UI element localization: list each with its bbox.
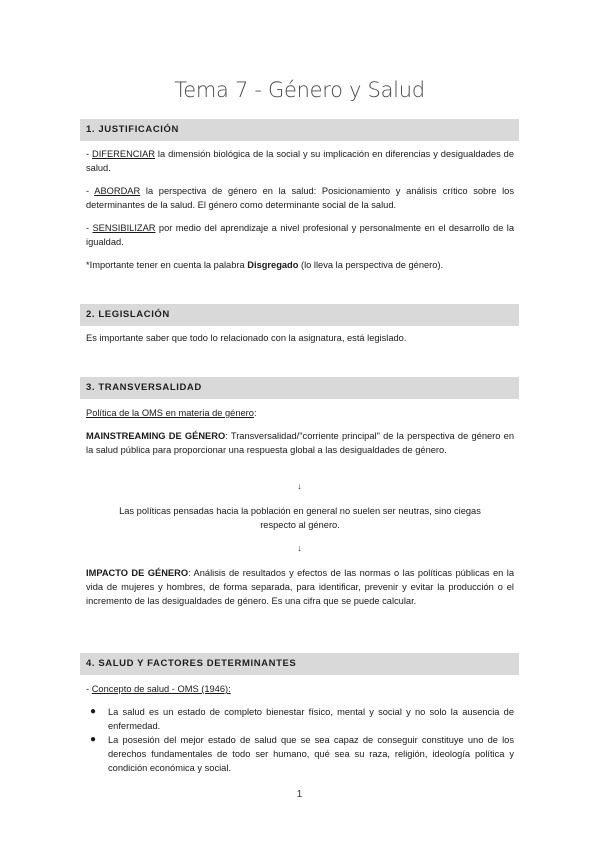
mainstreaming-bold: MAINSTREAMING DE GÉNERO — [86, 431, 226, 441]
paragraph-mainstreaming — [86, 429, 514, 457]
impacto-bold: IMPACTO DE GÉNERO — [86, 568, 189, 578]
bullet-icon: ● — [90, 706, 97, 717]
subtitle-text: Política de la OMS en materia de género — [86, 408, 254, 418]
list-item-text: La posesión del mejor estado de salud que se sea capaz de conseguir constituye uno de los derechos fundamentales de todo ser humano, qué sea su raza, religión, ideología política y condición económica y social. — [108, 735, 514, 773]
keyword-sensibilizar: SENSIBILIZAR — [92, 223, 156, 233]
section-heading-transversalidad: 3. TRANSVERSALIDAD — [80, 377, 519, 399]
concept-salud-line — [86, 682, 514, 696]
dash: - — [86, 684, 92, 694]
impacto-text: : Análisis de resultados y efectos de las normas o las políticas públicas en la vida de mujeres y hombres, de forma separada, para identificar, prevenir y evitar la producción o el incremento de las desigualdades de género. Es una cifra que se puede calcular. — [86, 568, 514, 606]
mainstreaming-text: : Transversalidad/"corriente principal" de la perspectiva de género en la salud pública para proporcionar una respuesta global a las desigualdades de género. — [86, 431, 514, 455]
paragraph-abordar — [86, 184, 514, 212]
paragraph-diferenciar — [86, 147, 514, 175]
bullet-list — [86, 705, 514, 775]
paragraph-impacto — [86, 566, 514, 608]
section-heading-justificacion: 1. JUSTIFICACIÓN — [80, 119, 519, 141]
concept-salud: Concepto de salud - OMS (1946): — [91, 684, 231, 694]
note-bold: Disgregado — [247, 260, 299, 270]
section-heading-legislacion: 2. LEGISLACIÓN — [80, 304, 519, 326]
list-item-text: La salud es un estado de completo bienestar físico, mental y social y no solo la ausencia de enfermedad. — [108, 707, 514, 731]
paragraph-politicas-ciegas: Las políticas pensadas hacia la población en general no suelen ser neutras, sino ciegas respecto al género. — [119, 506, 481, 530]
paragraph-legislacion: Es importante saber que todo lo relacionado con la asignatura, está legislado. — [86, 333, 407, 343]
dash: - — [86, 223, 93, 233]
down-arrow-icon: ↓ — [297, 543, 302, 553]
note-pre: *Importante tener en cuenta la palabra — [86, 260, 248, 270]
list-item — [86, 705, 514, 733]
paragraph-text: la dimensión biológica de la social y su implicación en diferencias y desigualdades de salud. — [86, 149, 514, 173]
section-heading-salud: 4. SALUD Y FACTORES DETERMINANTES — [80, 653, 519, 675]
paragraph-text: por medio del aprendizaje a nivel profesional y personalmente en el desarrollo de la igualdad. — [86, 223, 514, 247]
document-title: Tema 7 - Género y Salud — [174, 78, 425, 102]
subtitle-colon: : — [253, 408, 257, 418]
paragraph-text: la perspectiva de género en la salud: Posicionamiento y análisis crítico sobre los determinantes de la salud. El género como determinante social de la salud. — [86, 186, 514, 210]
paragraph-sensibilizar — [86, 221, 514, 249]
keyword-abordar: ABORDAR — [94, 186, 141, 196]
dash: - — [86, 149, 92, 159]
bullet-icon: ● — [90, 734, 97, 745]
list-item — [86, 733, 514, 775]
subtitle-politica-oms — [86, 406, 514, 420]
dash: - — [86, 186, 95, 196]
note-disgregado — [86, 258, 514, 272]
page-number: 1 — [296, 789, 303, 800]
keyword-diferenciar: DIFERENCIAR — [92, 149, 156, 159]
down-arrow-icon: ↓ — [297, 481, 302, 491]
note-post: (lo lleva la perspectiva de género). — [298, 260, 444, 270]
